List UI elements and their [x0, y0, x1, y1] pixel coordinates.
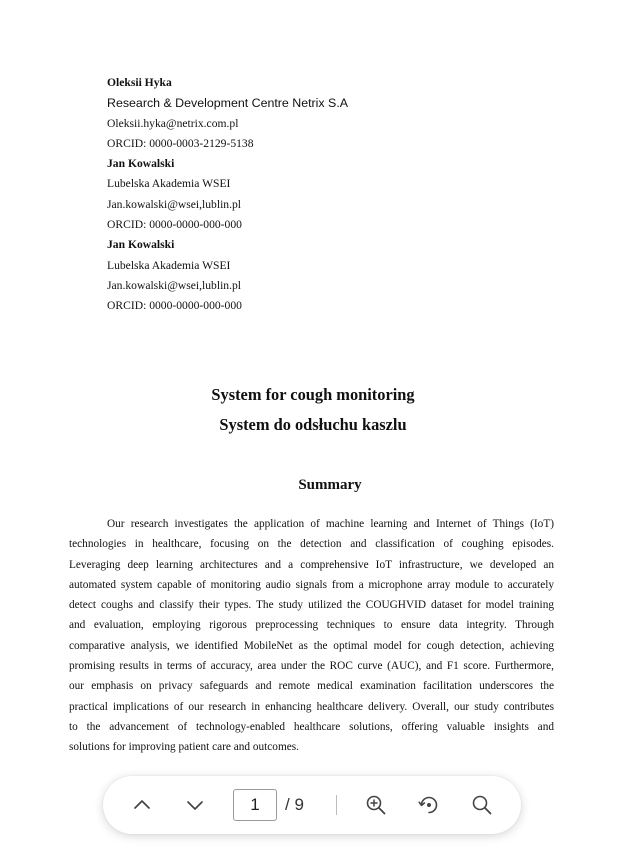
zoom-in-icon — [365, 794, 387, 816]
rotate-icon — [417, 793, 441, 817]
search-button[interactable] — [467, 790, 497, 820]
toolbar-divider — [336, 795, 337, 815]
summary-line: Leveraging deep learning architectures and a comprehensive IoT infrastructure, we developed an — [69, 558, 554, 571]
rotate-button[interactable] — [414, 790, 444, 820]
author-affiliation: Lubelska Akademia WSEI — [107, 258, 231, 272]
next-page-button[interactable] — [180, 790, 210, 820]
paper-title-polish: System do odsłuchu kaszlu — [219, 415, 407, 434]
author-email: Jan.kowalski@wsei,lublin.pl — [107, 278, 242, 292]
summary-line: our emphasis on privacy safeguards and remote medical examination facilitation underscores the — [69, 680, 554, 693]
summary-line: comparative analysis, we identified MobileNet as the optimal model for cough detection, achieving — [69, 639, 554, 652]
chevron-up-icon — [132, 795, 152, 815]
author-affiliation: Lubelska Akademia WSEI — [107, 177, 231, 191]
previous-page-button[interactable] — [127, 790, 157, 820]
summary-line: to the advancement of technology-enabled healthcare solutions, offering valuable insights and — [69, 720, 554, 733]
author-name: Oleksii Hyka — [107, 76, 172, 89]
author-name: Jan Kowalski — [107, 238, 175, 252]
zoom-in-button[interactable] — [361, 790, 391, 820]
page-count-label: / 9 — [285, 795, 304, 814]
author-email: Jan.kowalski@wsei,lublin.pl — [107, 197, 242, 211]
summary-line: technologies in healthcare, focusing on the detection and classification of coughing episodes. — [69, 538, 554, 551]
summary-heading: Summary — [298, 477, 362, 493]
chevron-down-icon — [185, 795, 205, 815]
author-orcid: ORCID: 0000-0003-2129-5138 — [107, 136, 254, 150]
author-orcid: ORCID: 0000-0000-000-000 — [107, 218, 242, 232]
paper-title-english: System for cough monitoring — [211, 385, 415, 404]
summary-line: solutions for improving patient care and outcomes. — [69, 741, 299, 754]
summary-line: practical implications of our research in enhancing healthcare delivery. Overall, our study contributes — [69, 700, 554, 713]
summary-line: detect coughs and classify their types. The study utilized the COUGHVID dataset for model training — [69, 599, 554, 612]
summary-line: Our research investigates the application of machine learning and Internet of Things (IoT) — [107, 518, 554, 530]
search-icon — [471, 794, 493, 816]
page-number-input[interactable]: 1 — [233, 789, 277, 821]
summary-paragraph — [69, 514, 554, 758]
paper-titles — [0, 380, 626, 440]
summary-line: automated system capable of monitoring audio signals from a microphone array module to accurately — [69, 578, 554, 591]
pdf-viewer-toolbar — [103, 776, 521, 834]
author-affiliation: Research & Development Centre Netrix S.A — [107, 96, 349, 111]
summary-line: promising results in terms of accuracy, area under the ROC curve (AUC), and F1 score. Furthermore, — [69, 660, 554, 673]
author-block — [107, 73, 527, 317]
author-name: Jan Kowalski — [107, 157, 175, 171]
author-email: Oleksii.hyka@netrix.com.pl — [107, 116, 239, 130]
author-orcid: ORCID: 0000-0000-000-000 — [107, 299, 242, 313]
summary-line: and evaluation, employing rigorous preprocessing techniques to ensure data integrity. Through — [69, 619, 554, 632]
